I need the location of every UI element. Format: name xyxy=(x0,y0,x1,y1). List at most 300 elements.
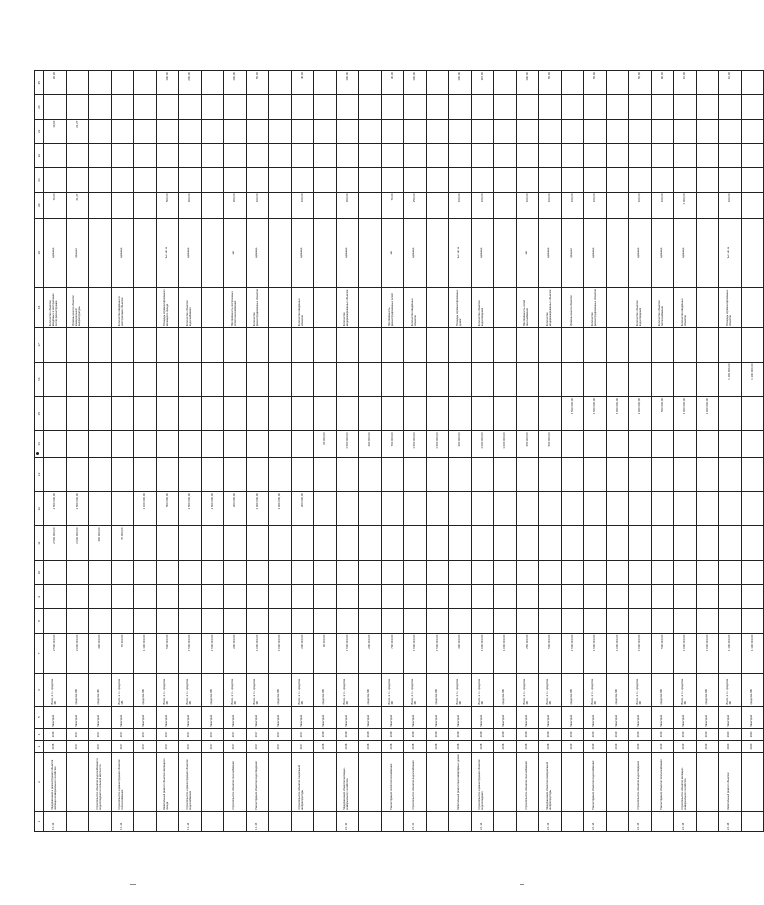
value-cell-c10 xyxy=(651,585,674,609)
activity-name-cell: Строительство объектов жилищно-коммунального хозяйства xyxy=(674,753,697,812)
unit-cell xyxy=(696,218,719,287)
value-cell-c12 xyxy=(291,526,314,560)
value-cell-c16: 1 000 000,00 xyxy=(606,396,629,430)
activity-number-cell xyxy=(291,811,314,831)
value-cell-c11 xyxy=(89,560,112,584)
value-cell-c12 xyxy=(449,526,472,560)
value-cell-c14 xyxy=(314,457,337,491)
value-cell-c16 xyxy=(134,396,157,430)
value-cell-c18 xyxy=(584,328,607,362)
value-cell-v24 xyxy=(224,95,247,119)
executor-cell: Минстрой xyxy=(224,706,247,728)
value-cell-c15: 20 000,00 xyxy=(314,431,337,457)
value-cell-c16 xyxy=(449,396,472,430)
value-cell-c16 xyxy=(179,396,202,430)
value-cell-c12 xyxy=(494,526,517,560)
value-cell-v23 xyxy=(449,119,472,143)
executor-cell: Минстрой xyxy=(359,706,382,728)
total-amount-cell: 20 000,00 xyxy=(314,633,337,673)
total-amount-cell: 250 000,00 xyxy=(516,633,539,673)
value-cell-c11 xyxy=(696,560,719,584)
executor-cell: Минстрой xyxy=(381,706,404,728)
value-cell-v23 xyxy=(516,119,539,143)
value-cell-v23 xyxy=(179,119,202,143)
column-number-cell: 1 xyxy=(35,811,44,831)
activity-number-cell xyxy=(89,811,112,831)
value-cell-c18 xyxy=(359,328,382,362)
activity-number-cell xyxy=(381,811,404,831)
total-amount-cell: 700 000,00 xyxy=(381,633,404,673)
funding-source-cell: средства МБ xyxy=(134,674,157,706)
funding-source-cell: Всего, в т.ч. средства ФБ xyxy=(516,674,539,706)
value-cell-v23 xyxy=(404,119,427,143)
value-cell-c13 xyxy=(449,492,472,526)
activity-number-cell: 2.1.12 xyxy=(471,811,494,831)
value-cell-v23 xyxy=(584,119,607,143)
value-cell-c13: 1 500 000,00 xyxy=(179,492,202,526)
value-cell-c12: 2 000 000,00 xyxy=(66,526,89,560)
value-cell-v24 xyxy=(516,95,539,119)
executor-cell: Минстрой xyxy=(494,706,517,728)
funding-source-cell: средства МБ xyxy=(494,674,517,706)
value-cell-v24 xyxy=(719,95,742,119)
value-cell-v25 xyxy=(66,71,89,95)
value-cell-c12 xyxy=(516,526,539,560)
value-cell-c11 xyxy=(651,560,674,584)
value-cell-v25 xyxy=(561,71,584,95)
value-cell-v21 xyxy=(696,168,719,192)
value-cell-c9 xyxy=(44,609,67,633)
value-cell-c15: 1 500 000,00 xyxy=(426,431,449,457)
value-cell-c11 xyxy=(336,560,359,584)
unit-cell: км xyxy=(224,218,247,287)
total-amount-cell: 400 000,00 xyxy=(89,633,112,673)
value-cell-c12 xyxy=(719,526,742,560)
value-cell-c15 xyxy=(291,431,314,457)
value-cell-c18 xyxy=(291,328,314,362)
indicator-name-cell xyxy=(494,287,517,327)
value-cell-c18 xyxy=(651,328,674,362)
value-cell-c17 xyxy=(291,362,314,396)
value-cell-v23 xyxy=(696,119,719,143)
value-cell-c11 xyxy=(404,560,427,584)
value-cell-c14 xyxy=(516,457,539,491)
value-cell-v20: 200,00 xyxy=(336,192,359,218)
funding-source-cell: Всего, в т.ч. средства ФБ xyxy=(44,674,67,706)
indicator-name-cell: Протяжённость реконструированных сетей xyxy=(381,287,404,327)
value-cell-c14 xyxy=(224,457,247,491)
end-year-cell: 2016 xyxy=(44,728,67,740)
value-cell-v23 xyxy=(606,119,629,143)
value-cell-v25 xyxy=(696,71,719,95)
value-cell-v24 xyxy=(561,95,584,119)
value-cell-v20 xyxy=(89,192,112,218)
value-cell-c11 xyxy=(44,560,67,584)
funding-source-cell: Всего, в т.ч. средства ФБ xyxy=(629,674,652,706)
column-number-cell: 9 xyxy=(35,585,44,609)
value-cell-c16 xyxy=(291,396,314,430)
value-cell-c16 xyxy=(719,396,742,430)
value-cell-c15: 1 500 000,00 xyxy=(404,431,427,457)
end-year-cell: 2017 xyxy=(179,728,202,740)
total-amount-cell: 1 100 000,00 xyxy=(741,633,764,673)
indicator-name-cell xyxy=(606,287,629,327)
executor-cell: Минстрой xyxy=(291,706,314,728)
unit-cell: единица xyxy=(674,218,697,287)
value-cell-c12 xyxy=(426,526,449,560)
value-cell-c13 xyxy=(539,492,562,526)
activity-name-cell xyxy=(201,753,224,812)
funding-source-cell: Всего, в т.ч. средства ФБ xyxy=(179,674,202,706)
value-cell-v24 xyxy=(494,95,517,119)
activity-name-cell: Строительство объектов газоснабжения xyxy=(516,753,539,812)
activity-number-cell: 2.1.16 xyxy=(719,811,742,831)
value-cell-c12 xyxy=(134,526,157,560)
unit-cell xyxy=(89,218,112,287)
value-cell-c17 xyxy=(426,362,449,396)
total-amount-cell: 1 000 000,00 xyxy=(629,633,652,673)
value-cell-c17 xyxy=(156,362,179,396)
end-year-cell: 2018 xyxy=(516,728,539,740)
activity-name-cell: Реконструкция объектов водоснабжения xyxy=(584,753,607,812)
unit-cell: единица xyxy=(629,218,652,287)
value-cell-c15 xyxy=(719,431,742,457)
value-cell-v22 xyxy=(381,143,404,167)
column-number-cell: 4 xyxy=(35,728,44,740)
value-cell-c11 xyxy=(471,560,494,584)
value-cell-c9 xyxy=(539,609,562,633)
value-cell-c11 xyxy=(606,560,629,584)
table-row xyxy=(66,71,89,832)
value-cell-v21 xyxy=(201,168,224,192)
value-cell-v21 xyxy=(44,168,67,192)
value-cell-c16 xyxy=(66,396,89,430)
value-cell-v25 xyxy=(606,71,629,95)
activity-number-cell xyxy=(66,811,89,831)
value-cell-v24 xyxy=(246,95,269,119)
value-cell-c10 xyxy=(291,585,314,609)
value-cell-v20: 100,00 xyxy=(516,192,539,218)
column-number-cell: 8 xyxy=(35,609,44,633)
value-cell-c18 xyxy=(224,328,247,362)
activity-name-cell: Модернизация объектов коммунальной инфраструктуры xyxy=(539,753,562,812)
value-cell-v22 xyxy=(224,143,247,167)
value-cell-v20: 100,00 xyxy=(651,192,674,218)
executor-cell: Минстрой xyxy=(66,706,89,728)
funding-source-cell: средства МБ xyxy=(269,674,292,706)
table-row xyxy=(224,71,247,832)
value-cell-v22 xyxy=(404,143,427,167)
value-cell-c15 xyxy=(224,431,247,457)
start-year-cell: 2017 xyxy=(224,740,247,752)
value-cell-v20: 100,00 xyxy=(539,192,562,218)
table-row xyxy=(111,71,134,832)
executor-cell: Минстрой xyxy=(471,706,494,728)
start-year-cell: 2018 xyxy=(516,740,539,752)
value-cell-v23 xyxy=(336,119,359,143)
activity-number-cell: 2.1.11 xyxy=(404,811,427,831)
total-amount-cell: 1 100 000,00 xyxy=(134,633,157,673)
value-cell-v22 xyxy=(449,143,472,167)
value-cell-c9 xyxy=(741,609,764,633)
value-cell-c15: 250 000,00 xyxy=(516,431,539,457)
indicator-name-cell: Количество реконструированных объектов xyxy=(246,287,269,327)
value-cell-c14 xyxy=(381,457,404,491)
value-cell-c10 xyxy=(426,585,449,609)
value-cell-v21 xyxy=(651,168,674,192)
funding-source-cell: средства МБ xyxy=(741,674,764,706)
start-year-cell: 2018 xyxy=(314,740,337,752)
column-number-cell: 22 xyxy=(35,143,44,167)
table-row xyxy=(381,71,404,832)
start-year-cell: 2019 xyxy=(584,740,607,752)
value-cell-c18 xyxy=(89,328,112,362)
value-cell-c15 xyxy=(89,431,112,457)
start-year-cell: 2017 xyxy=(291,740,314,752)
value-cell-v23 xyxy=(269,119,292,143)
end-year-cell: 2019 xyxy=(696,728,719,740)
value-cell-v20: 600,00 xyxy=(179,192,202,218)
value-cell-c18 xyxy=(426,328,449,362)
indicator-name-cell xyxy=(134,287,157,327)
indicator-name-cell: Количество введённых объектов xyxy=(291,287,314,327)
activity-name-cell: Реконструкция сетей теплоснабжения xyxy=(381,753,404,812)
value-cell-v20: 100,00 xyxy=(584,192,607,218)
value-cell-c17: 1 100 000,00 xyxy=(719,362,742,396)
value-cell-v20: 100,00 xyxy=(629,192,652,218)
value-cell-v22 xyxy=(134,143,157,167)
value-cell-c17 xyxy=(561,362,584,396)
value-cell-c18 xyxy=(336,328,359,362)
activity-name-cell xyxy=(741,753,764,812)
activity-number-cell: 1.1.13 xyxy=(111,811,134,831)
value-cell-v24 xyxy=(336,95,359,119)
value-cell-c16 xyxy=(44,396,67,430)
value-cell-v20: 250,00 xyxy=(404,192,427,218)
value-cell-v21 xyxy=(426,168,449,192)
value-cell-v24 xyxy=(381,95,404,119)
value-cell-v23 xyxy=(741,119,764,143)
value-cell-c17 xyxy=(66,362,89,396)
value-cell-c13 xyxy=(719,492,742,526)
value-cell-c10 xyxy=(381,585,404,609)
indicator-name-cell xyxy=(269,287,292,327)
value-cell-v22 xyxy=(606,143,629,167)
value-cell-v23 xyxy=(674,119,697,143)
value-cell-c10 xyxy=(134,585,157,609)
total-amount-cell: 2 500 000,00 xyxy=(44,633,67,673)
value-cell-c9 xyxy=(471,609,494,633)
table-row xyxy=(471,71,494,832)
value-cell-c14 xyxy=(471,457,494,491)
value-cell-c18 xyxy=(629,328,652,362)
end-year-cell: 2019 xyxy=(606,728,629,740)
value-cell-c9 xyxy=(404,609,427,633)
end-year-cell: 2018 xyxy=(426,728,449,740)
value-cell-v24 xyxy=(606,95,629,119)
funding-source-cell: средства МБ xyxy=(66,674,89,706)
value-cell-v23 xyxy=(111,119,134,143)
value-cell-v22 xyxy=(269,143,292,167)
activity-name-cell: Строительство и реконструкция объектов водоснабжения xyxy=(179,753,202,812)
executor-cell: Минстрой xyxy=(606,706,629,728)
value-cell-c14 xyxy=(651,457,674,491)
value-cell-v23 xyxy=(201,119,224,143)
start-year-cell: 2018 xyxy=(471,740,494,752)
executor-cell: Минстрой xyxy=(629,706,652,728)
value-cell-c13 xyxy=(606,492,629,526)
value-cell-c9 xyxy=(494,609,517,633)
value-cell-v21 xyxy=(291,168,314,192)
value-cell-v21 xyxy=(471,168,494,192)
value-cell-c15 xyxy=(134,431,157,457)
indicator-name-cell: Площадь отремонтированных домов xyxy=(449,287,472,327)
unit-cell xyxy=(134,218,157,287)
funding-source-cell: средства МБ xyxy=(426,674,449,706)
value-cell-c16: 1 000 000,00 xyxy=(696,396,719,430)
unit-cell: единица xyxy=(336,218,359,287)
column-number-cell: 17 xyxy=(35,328,44,362)
executor-cell: Минстрой xyxy=(246,706,269,728)
value-cell-c18 xyxy=(696,328,719,362)
value-cell-v20: 70,00 xyxy=(44,192,67,218)
executor-cell: Минстрой xyxy=(44,706,67,728)
funding-source-cell: Всего, в т.ч. средства ФБ xyxy=(539,674,562,706)
value-cell-c18 xyxy=(606,328,629,362)
value-cell-c18 xyxy=(741,328,764,362)
value-cell-v20 xyxy=(111,192,134,218)
table-row xyxy=(719,71,742,832)
activity-number-cell xyxy=(156,811,179,831)
column-number-cell: 2 xyxy=(35,753,44,812)
value-cell-c11 xyxy=(269,560,292,584)
value-cell-c14 xyxy=(89,457,112,491)
activity-name-cell xyxy=(359,753,382,812)
value-cell-c15: 200 000,00 xyxy=(359,431,382,457)
activity-number-cell xyxy=(134,811,157,831)
executor-cell: Минстрой xyxy=(674,706,697,728)
value-cell-c17 xyxy=(89,362,112,396)
table-row xyxy=(359,71,382,832)
indicator-name-cell: Количество модернизированных объектов xyxy=(336,287,359,327)
value-cell-c9 xyxy=(449,609,472,633)
total-amount-cell: 1 100 000,00 xyxy=(719,633,742,673)
activity-number-cell xyxy=(696,811,719,831)
total-amount-cell: 1 500 000,00 xyxy=(336,633,359,673)
value-cell-c11 xyxy=(561,560,584,584)
table-row xyxy=(494,71,517,832)
value-cell-c17 xyxy=(494,362,517,396)
value-cell-c15: 500 000,00 xyxy=(539,431,562,457)
value-cell-v25: 20,00 xyxy=(44,71,67,95)
unit-cell: тыс. кв. м xyxy=(156,218,179,287)
value-cell-v25: 10,00 xyxy=(674,71,697,95)
value-cell-c10 xyxy=(719,585,742,609)
value-cell-c9 xyxy=(314,609,337,633)
value-cell-c15 xyxy=(246,431,269,457)
value-cell-c14 xyxy=(494,457,517,491)
column-number-cell: 13 xyxy=(35,457,44,491)
activity-number-cell xyxy=(494,811,517,831)
value-cell-c18 xyxy=(246,328,269,362)
table-row xyxy=(246,71,269,832)
funding-source-cell: средства МБ xyxy=(561,674,584,706)
value-cell-c12 xyxy=(269,526,292,560)
start-year-cell: 2017 xyxy=(246,740,269,752)
value-cell-c10 xyxy=(696,585,719,609)
value-cell-v23 xyxy=(651,119,674,143)
table-row xyxy=(179,71,202,832)
executor-cell: Минстрой xyxy=(539,706,562,728)
value-cell-c9 xyxy=(179,609,202,633)
value-cell-c18 xyxy=(314,328,337,362)
activity-name-cell: Капитальный ремонт объектов xyxy=(719,753,742,812)
start-year-cell: 2018 xyxy=(359,740,382,752)
total-amount-cell: 1 500 000,00 xyxy=(426,633,449,673)
value-cell-v23 xyxy=(629,119,652,143)
activity-number-cell xyxy=(516,811,539,831)
value-cell-v24 xyxy=(426,95,449,119)
value-cell-v21 xyxy=(359,168,382,192)
value-cell-c13 xyxy=(426,492,449,526)
funding-source-cell: Всего, в т.ч. средства ФБ xyxy=(156,674,179,706)
value-cell-c14 xyxy=(561,457,584,491)
start-year-cell: 2017 xyxy=(269,740,292,752)
value-cell-c13 xyxy=(584,492,607,526)
value-cell-c14 xyxy=(404,457,427,491)
value-cell-v21 xyxy=(156,168,179,192)
total-amount-cell: 1 000 000,00 xyxy=(494,633,517,673)
value-cell-v23 xyxy=(539,119,562,143)
value-cell-c17 xyxy=(179,362,202,396)
value-cell-c9 xyxy=(89,609,112,633)
value-cell-c14 xyxy=(539,457,562,491)
value-cell-v22 xyxy=(471,143,494,167)
value-cell-c15 xyxy=(674,431,697,457)
end-year-cell: 2017 xyxy=(269,728,292,740)
end-year-cell: 2017 xyxy=(66,728,89,740)
value-cell-c14 xyxy=(606,457,629,491)
unit-cell: процент xyxy=(66,218,89,287)
value-cell-c10 xyxy=(246,585,269,609)
value-cell-c11 xyxy=(741,560,764,584)
value-cell-v23 xyxy=(156,119,179,143)
indicator-name-cell: Количество объектов теплоснабжения xyxy=(651,287,674,327)
executor-cell: Минстрой xyxy=(201,706,224,728)
value-cell-v22 xyxy=(629,143,652,167)
value-cell-v21 xyxy=(561,168,584,192)
value-cell-c13: 200 000,00 xyxy=(224,492,247,526)
activity-name-cell xyxy=(269,753,292,812)
start-year-cell: 2018 xyxy=(426,740,449,752)
indicator-name-cell xyxy=(696,287,719,327)
value-cell-v20 xyxy=(359,192,382,218)
value-cell-v20: 100,00 xyxy=(471,192,494,218)
activity-number-cell xyxy=(741,811,764,831)
funding-source-cell: средства МБ xyxy=(201,674,224,706)
table-row xyxy=(156,71,179,832)
executor-cell: Минстрой xyxy=(561,706,584,728)
value-cell-v21 xyxy=(494,168,517,192)
end-year-cell: 2018 xyxy=(314,728,337,740)
value-cell-c10 xyxy=(359,585,382,609)
indicator-name-cell: Количество введённых объектов xyxy=(674,287,697,327)
value-cell-v20 xyxy=(426,192,449,218)
value-cell-v22 xyxy=(314,143,337,167)
unit-cell: км xyxy=(381,218,404,287)
value-cell-c16: 1 500 000,00 xyxy=(584,396,607,430)
unit-cell xyxy=(269,218,292,287)
